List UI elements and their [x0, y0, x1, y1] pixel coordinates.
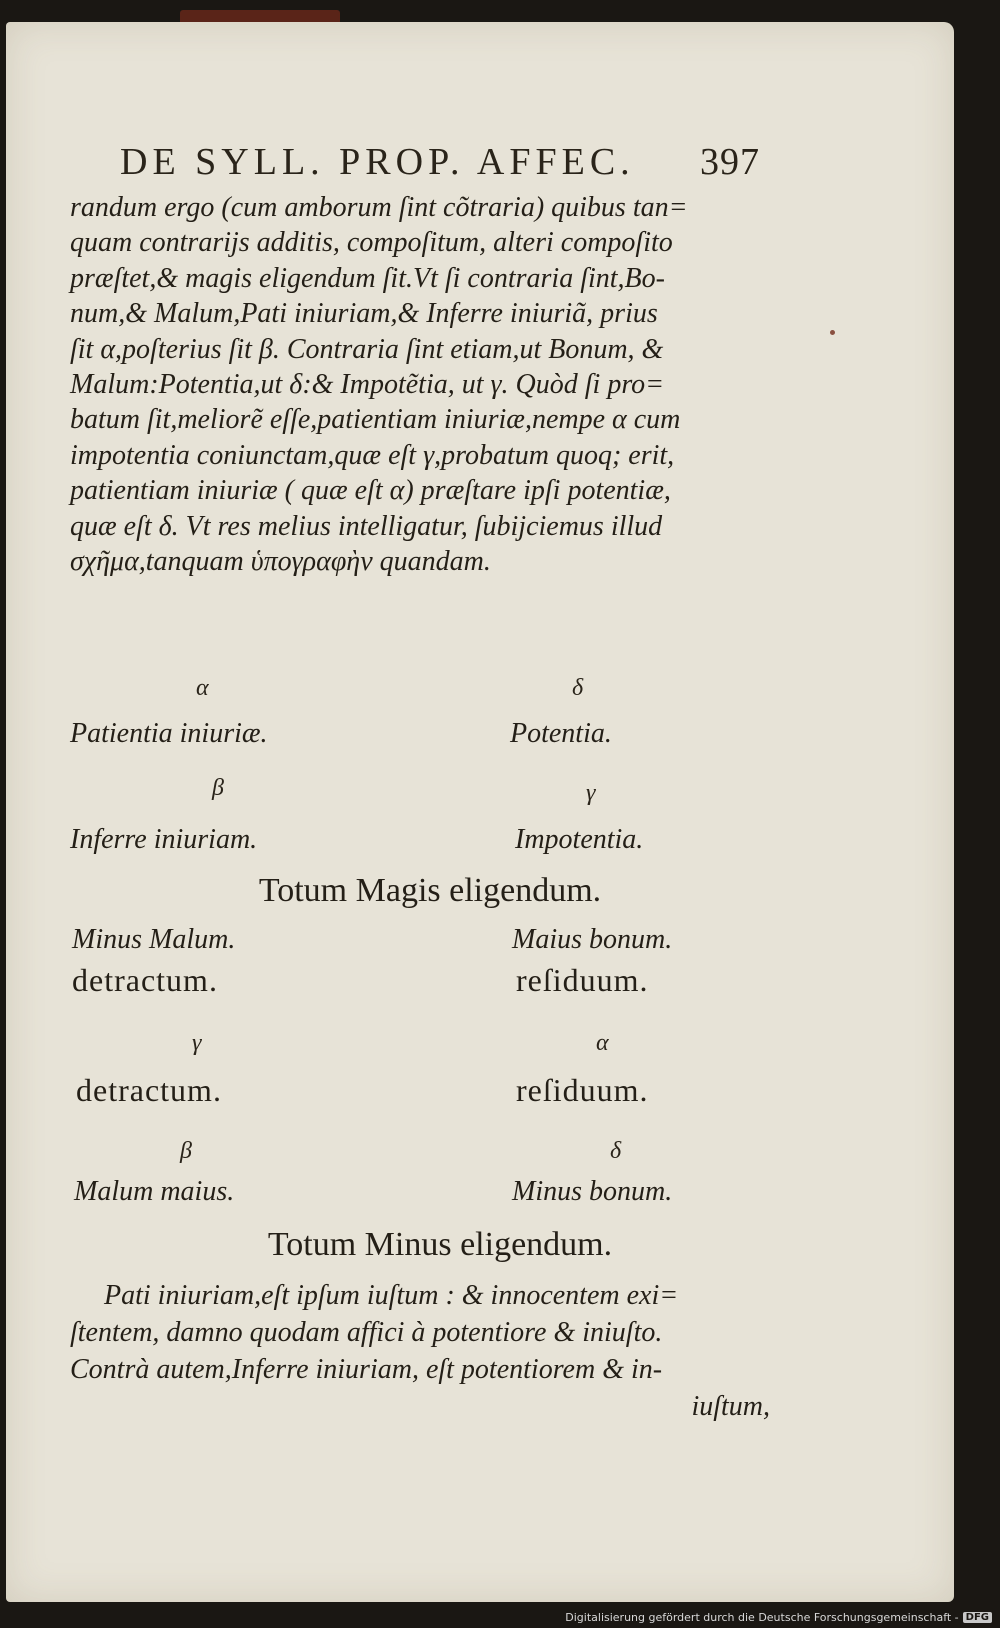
dfg-logo: DFG: [963, 1612, 992, 1623]
text-line: σχῆμα,tanquam ὑπογραφὴν quandam.: [70, 545, 491, 577]
label-minus-malum: Minus Malum.: [72, 924, 236, 955]
running-title: DE SYLL. PROP. AFFEC.: [120, 141, 635, 183]
running-header: [120, 140, 760, 184]
symbol-delta: δ: [572, 675, 584, 701]
text-line: impotentia coniunctam,quæ eſt γ,probatum quoq; erit,: [70, 439, 675, 471]
text-line: Pati iniuriam,eſt ipſum iuſtum : & innocentem exi=: [104, 1280, 679, 1311]
text-line: præſtet,& magis eligendum ſit.Vt ſi contraria ſint,Bo-: [70, 262, 665, 294]
text-line: Malum:Potentia,ut δ:& Impotẽtia, ut γ. Quòd ſi pro=: [70, 368, 665, 400]
label-patientia-iniuriae: Patientia iniuriæ.: [70, 718, 268, 749]
text-line: patientiam iniuriæ ( quæ eſt α) præſtare ipſi potentiæ,: [70, 475, 671, 507]
text-line: iuſtum,: [691, 1391, 770, 1422]
symbol-beta: β: [180, 1138, 192, 1164]
title-totum-minus: Totum Minus eligendum.: [267, 1226, 613, 1263]
symbol-alpha: α: [596, 1030, 609, 1056]
label-detractum: detractum.: [76, 1072, 222, 1108]
label-inferre-iniuriam: Inferre iniuriam.: [70, 824, 258, 855]
label-malum-maius: Malum maius.: [74, 1176, 235, 1207]
symbol-gamma: γ: [192, 1030, 202, 1056]
text-line: batum ſit,meliorẽ eſſe,patientiam iniuriæ,nempe α cum: [70, 404, 681, 436]
symbol-beta: β: [212, 775, 224, 801]
label-residuum: reſiduum.: [516, 962, 649, 998]
label-potentia: Potentia.: [510, 718, 612, 749]
title-totum-magis: Totum Magis eligendum.: [258, 872, 602, 909]
symbol-delta: δ: [610, 1138, 622, 1164]
page-number: 397: [700, 141, 760, 183]
paper-stain: [830, 330, 835, 335]
label-minus-bonum: Minus bonum.: [512, 1176, 673, 1207]
text-line: ſtentem, damno quodam affici à potentiore & iniuſto.: [70, 1317, 663, 1348]
text-line: Contrà autem,Inferre iniuriam, eſt potentiorem & in-: [70, 1354, 663, 1385]
text-line: num,& Malum,Pati iniuriam,& Inferre iniuriã, prius: [70, 298, 658, 330]
credit-text: Digitalisierung gefördert durch die Deutsche Forschungsgemeinschaft -: [565, 1611, 959, 1624]
bottom-paragraph: [70, 1277, 770, 1425]
label-maius-bonum: Maius bonum.: [512, 924, 673, 955]
text-line: quæ eſt δ. Vt res melius intelligatur, ſubijciemus illud: [70, 510, 663, 542]
symbol-gamma: γ: [586, 780, 596, 806]
digitization-credit: [565, 1611, 992, 1624]
top-paragraph: [70, 190, 770, 579]
symbol-alpha: α: [196, 675, 209, 701]
label-detractum: detractum.: [72, 962, 218, 998]
text-line: ſit α,poſterius ſit β. Contraria ſint etiam,ut Bonum, &: [70, 333, 664, 365]
text-line: quam contrarijs additis, compoſitum, alteri compoſito: [70, 227, 673, 259]
label-residuum: reſiduum.: [516, 1072, 649, 1108]
label-impotentia: Impotentia.: [515, 824, 644, 855]
text-line: randum ergo (cum amborum ſint cõtraria) quibus tan=: [70, 192, 688, 223]
